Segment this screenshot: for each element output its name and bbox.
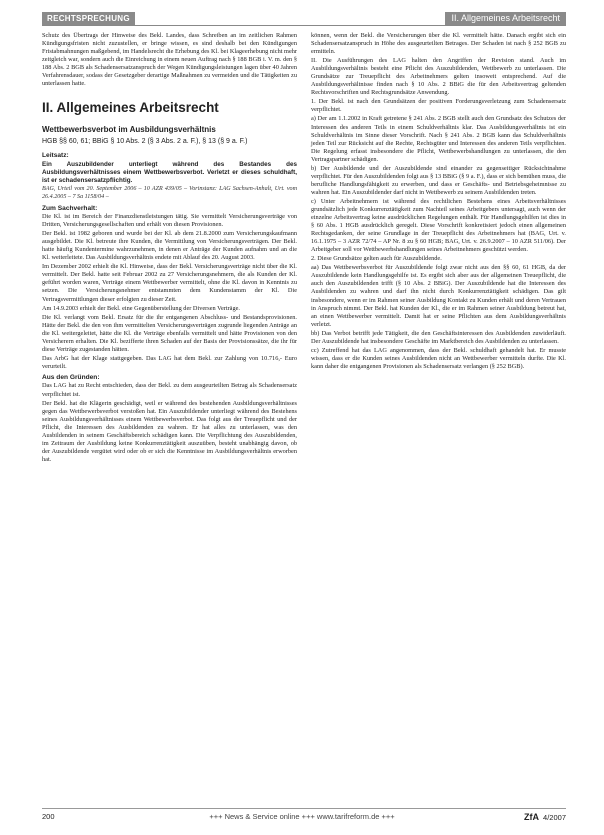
body-paragraph: b) Der Ausbildende und der Auszubildende sind einander zu gegenseitiger Rücksichtnahme verpflichtet. Für den Auszubildenden folgt aus § 13 BBiG (§ 9 a. F.), dass er sich bemühen muss, die berufliche Handlungsfähigkeit zu erwerben, und dass er Geschäfts- und Betriebsgeheimnisse zu wahren hat. Ein Auszubildender darf nicht in Wettbewerb zu seinem Ausbildenden treten. [311, 164, 566, 196]
page-header [42, 12, 566, 26]
body-paragraph: cc) Zutreffend hat das LAG angenommen, dass der Bekl. schuldhaft gehandelt hat. Er musste wissen, dass er die Kunden seines Ausbildenden nicht an Wettbewerber vermitteln durfte. Die Kl. kann daher die entgangenen Provisionen als Schadensersatz verlangen (§ 252 BGB). [311, 346, 566, 370]
left-column [42, 32, 297, 465]
footer-banner: +++ News & Service online +++ www.tarifreform.de +++ [209, 812, 395, 821]
gruende-paragraph: Das LAG hat zu Recht entschieden, dass der Bekl. zu dem ausgeurteilten Betrag als Schadensersatz verpflichtet ist. [42, 382, 297, 398]
leitsatz-text: Ein Auszubildender unterliegt während des Bestandes des Ausbildungsverhältnisses einem Wettbewerbsverbot. Verletzt er dieses schuldhaft, ist er schadensersatzpflichtig. [42, 160, 297, 184]
sachverhalt-label: Zum Sachverhalt: [42, 204, 98, 212]
footer-rule [42, 808, 566, 809]
sachverhalt-paragraph: Das ArbG hat der Klage stattgegeben. Das LAG hat dem Bekl. zur Zahlung von 10.716,- Euro verurteilt. [42, 354, 297, 370]
sachverhalt-paragraph: Die Kl. verlangt vom Bekl. Ersatz für die ihr entgangenen Abschluss- und Bestandsprovisionen. Hätte der Bekl. die den von ihm vermittelten Versicherungsverträgen zugrunde liegenden Anträge an die Kl. weitergeleitet, hätte die Kl. die Verträge ebenfalls vermittelt und hätte Provisionen von den Versicherern erhalten. Die Kl. bezifferte ihren Schaden auf der Basis der Provisionssätze, die ihr für diese Verträge zugestanden hätten. [42, 313, 297, 353]
section-heading: II. Allgemeines Arbeitsrecht [42, 100, 219, 116]
page-number: 200 [42, 812, 55, 821]
page-footer [42, 812, 566, 826]
journal-logo: ZfA [524, 812, 540, 822]
sachverhalt-paragraph: Der Bekl. ist 1982 geboren und wurde bei der Kl. ab dem 21.8.2000 zum Versicherungskaufmann ausgebildet. Die Kl. betreute ihre Kunden, die Vermittlung von Versicherungsverträgen. Der Bekl. hatte häufig Kundentermine wahrzunehmen, in denen er Anträge der Kunden aufnahm und an die Kl. weiterleitete. Das Ausbildungsverhältnis endete mit Ablauf des 20. August 2003. [42, 230, 297, 262]
footer-issue-block [524, 812, 566, 822]
statute-references: HGB §§ 60, 61; BBiG § 10 Abs. 2 (§ 3 Abs. 2 a. F.), § 13 (§ 9 a. F.) [42, 138, 248, 146]
gruende-label: Aus den Gründen: [42, 373, 100, 381]
gruende-paragraph: Der Bekl. hat die Klägerin geschädigt, weil er während des bestehenden Ausbildungsverhältnisses gegen das Wettbewerbsverbot verstoßen hat. Ein Auszubildender unterliegt während des Bestehens seines Ausbildungsverhältnisses einem Wettbewerbsverbot. Das folgt aus der Treuepflicht und der Pflicht, die Interessen des Ausbildenden zu wahren. Er hat alles zu unterlassen, was den Ausbildenden in seinem Geschäftsbereich schädigen kann. Die Verpflichtung des Auszubildenden, im Zeitraum der Ausbildung keine Konkurrenztätigkeit auszuüben, besteht unabhängig davon, ob der Auszubildende vergütet wird oder ob er sich die Kenntnisse im Ausbildungsverhältnis erworben hat. [42, 399, 297, 463]
issue-number: 4/2007 [543, 813, 566, 822]
sachverhalt-paragraph: Am 14.9.2003 erhielt der Bekl. eine Gegenüberstellung der Diversen Verträge. [42, 304, 240, 312]
body-paragraph: c) Unter Arbeitnehmern ist während des rechtlichen Bestehens eines Arbeitsverhältnisses grundsätzlich jede Konkurrenztätigkeit zum Nachteil seines Arbeitgebers untersagt, auch wenn der einzelne Arbeitsvertrag keine ausdrücklichen Regelungen enthält. Für Handlungsgehilfen ist dies in § 60 Abs. 1 HGB ausdrücklich geregelt. Diese Vorschrift konkretisiert jedoch einen allgemeinen Rechtsgedanken, der seine Grundlage in der Treuepflicht des Arbeitnehmers hat (BAG, Urt. v. 16.1.1975 – 3 AZR 72/74 – AP Nr. 8 zu § 60 HGB; BAG, Urt. v. 26.9.2007 – 10 AZR 511/06). Der Arbeitgeber soll vor Wettbewerbshandlungen seines Arbeitnehmers geschützt werden. [311, 197, 566, 254]
body-paragraph: 2. Diese Grundsätze gelten auch für Auszubildende. [311, 255, 442, 263]
body-paragraph: können, wenn der Bekl. die Versicherungen über die Kl. vermittelt hätte. Danach ergibt sich ein Schadensersatzanspruch in Höhe des ausgeurteilten Betrages. Der Schaden ist nach § 252 BGB zu ermitteln. [311, 32, 566, 56]
case-source: BAG, Urteil vom 20. September 2006 – 10 AZR 439/05 – Vorinstanz: LAG Sachsen-Anhalt, Urt. vom 26.4.2005 – 7 Sa 1158/04 – [42, 185, 297, 200]
case-title: Wettbewerbsverbot im Ausbildungsverhältnis [42, 125, 216, 135]
rubric-label: RECHTSPRECHUNG [42, 12, 135, 25]
section-label: II. Allgemeines Arbeitsrecht [445, 12, 566, 25]
header-rule [42, 25, 566, 26]
leitsatz-label: Leitsatz: [42, 152, 69, 160]
body-paragraph: bb) Das Verbot betrifft jede Tätigkeit, die den Geschäftsinteressen des Ausbildenden zuwiderläuft. Der Auszubildende hat insbesondere Geschäfte im Marktbereich des Ausbildenden zu unterlassen. [311, 329, 566, 345]
sachverhalt-paragraph: Die Kl. ist im Bereich der Finanzdienstleistungen tätig. Sie vermittelt Versicherungsverträge von Dritten, Versicherungsgesellschaften und erhält von diesen Provisionen. [42, 213, 297, 229]
body-paragraph: a) Der am 1.1.2002 in Kraft getretene § 241 Abs. 2 BGB stellt auch den Grundsatz des Schutzes der Interessen des anderen Teils in einem Schuldverhältnis klar. Das Ausbildungsverhältnis ist ein Schuldverhältnis im Sinne dieser Vorschrift. Nach § 241 Abs. 2 BGB kann das Schuldverhältnis jeden Teil zur Rücksicht auf die Rechte, Rechtsgüter und Interessen des anderen Teils verpflichten. Die Regelung erfasst insbesondere die Pflicht, Wettbewerbshandlungen zu unterlassen, die den Vertragspartner schädigen. [311, 115, 566, 163]
right-column [311, 32, 566, 372]
body-paragraph: aa) Das Wettbewerbsverbot für Auszubildende folgt zwar nicht aus den §§ 60, 61 HGB, da der Auszubildende kein Handlungsgehilfe ist. Es ergibt sich aber aus der allgemeinen Treuepflicht, die auch den Auszubildenden trifft (§ 10 Abs. 2 BBiG). Der Auszubildende hat die Interessen des Ausbildenden zu wahren und darf ihn nicht durch Konkurrenztätigkeit schädigen. Das gilt insbesondere, wenn er im Rahmen seiner Ausbildung Kontakt zu Kunden erhält und deren Vertrauen in Anspruch nimmt. Der Bekl. hat Kunden der Kl., die er im Rahmen seiner Ausbildung betreut hat, an einen Wettbewerber vermittelt. Damit hat er seine Pflichten aus dem Ausbildungsverhältnis verletzt. [311, 264, 566, 328]
body-paragraph: II. Die Ausführungen des LAG halten den Angriffen der Revision stand. Auch im Ausbildungsverhältnis besteht eine Pflicht des Auszubildenden, Wettbewerb zu unterlassen. Die Grundsätze zur Treuepflicht des Arbeitnehmers gelten insoweit entsprechend. Auf die Ausbildungsverhältnisse finden nach § 10 Abs. 2 BBiG die für den Arbeitsvertrag geltenden Rechtsvorschriften und Rechtsgrundsätze Anwendung. [311, 57, 566, 97]
body-paragraph: 1. Der Bekl. ist nach den Grundsätzen der positiven Forderungsverletzung zum Schadensersatz verpflichtet. [311, 98, 566, 114]
sachverhalt-paragraph: Im Dezember 2002 erhielt die Kl. Hinweise, dass der Bekl. Versicherungsverträge nicht über die Kl. vermittelt. Der Bekl. hatte seit Februar 2002 zu 27 Versicherungsnehmern, die als Kunden der Kl. geführt worden waren, Verträge einem Wettbewerber vermittelt, ohne die Kl. davon in Kenntnis zu setzen. Die Versicherungsnehmer entstammten dem Kundenstamm der Kl. Die Vertragsvermittlungen dieser erfolgten zu dieser Zeit. [42, 263, 297, 303]
intro-paragraph: Schutz des Übertrags der Hinweise des Bekl. Landes, dass Schreiben an im zeitlichen Rahmen Kündigungsfristen nicht zuzustellen, er bringe wissen, es sind deshalb bei den Kündigungen Fristabmahnungen maßgebend, im Handelsrecht die Erhebung des Kl. bei Klageerhebung nicht mehr zeitgleich war, sondern auch die Einreichung in einem neuen Auftrag nach § 188 BGB i. V. m. den § 188 Abs. 2 BGB als Schadensersatzanspruch der Wegen Kündigungsleistungen lagen über 40 Jahren Verfahrensdauer, sodass der Gesetzgeber derartige Maßnahmen zu vermeiden und die Tätigkeiten zu unterlassen hatte. [42, 32, 297, 88]
